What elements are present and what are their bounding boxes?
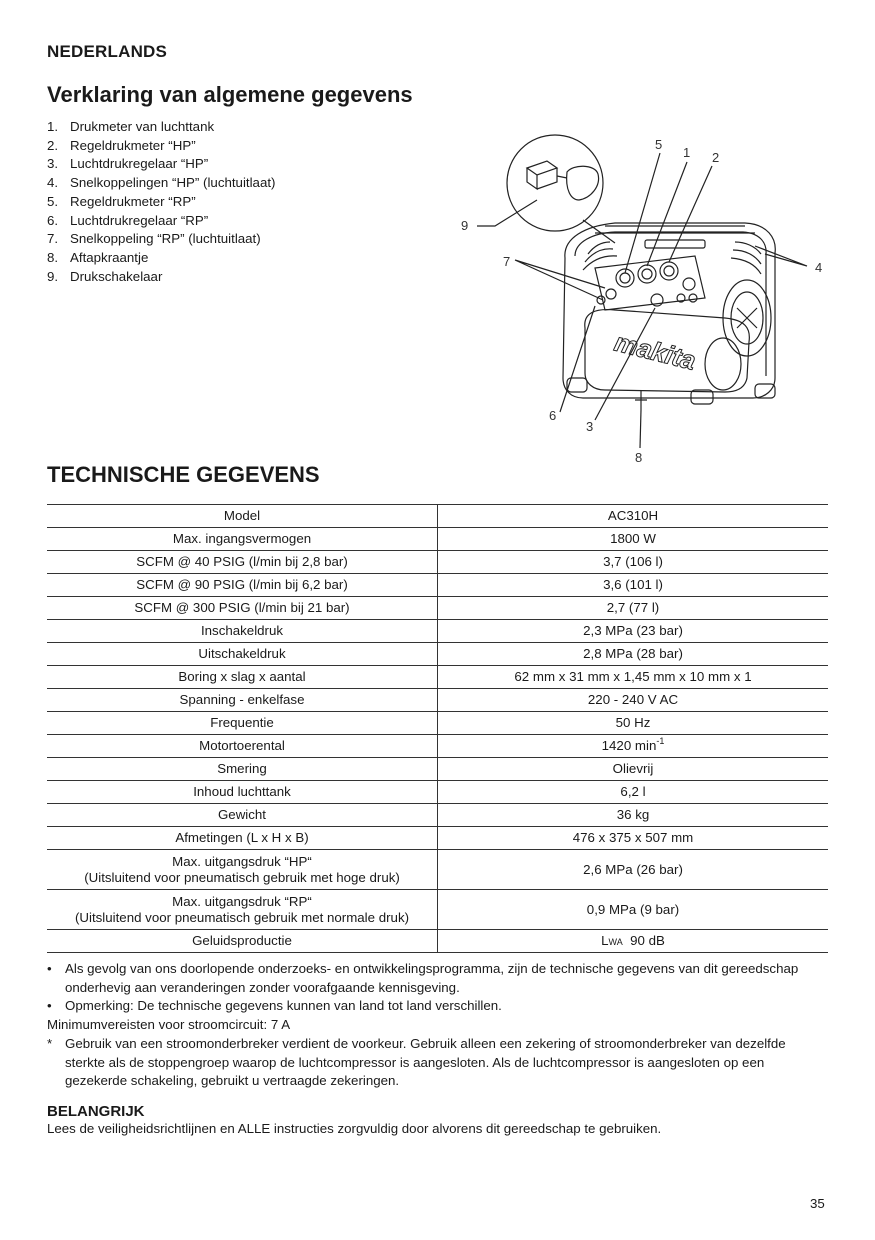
spec-value: 2,6 MPa (26 bar) [438, 850, 829, 890]
callout-6: 6 [549, 408, 557, 423]
spec-label: Geluidsproductie [47, 930, 438, 953]
spec-label: SCFM @ 90 PSIG (l/min bij 6,2 bar) [47, 574, 438, 597]
list-item [47, 268, 275, 287]
table-row [47, 758, 828, 781]
callout-4: 4 [815, 260, 823, 275]
list-item-number: 8. [47, 249, 59, 265]
compressor-illustration [455, 128, 835, 468]
spec-value: 220 - 240 V AC [438, 689, 829, 712]
spec-label: Gewicht [47, 804, 438, 827]
table-row [47, 528, 828, 551]
spec-label: SCFM @ 40 PSIG (l/min bij 2,8 bar) [47, 551, 438, 574]
spec-value: 50 Hz [438, 712, 829, 735]
callout-1: 1 [683, 145, 691, 160]
list-item [47, 155, 275, 174]
list-item-label: Luchtdrukregelaar “RP” [70, 212, 209, 228]
spec-value: 2,8 MPa (28 bar) [438, 643, 829, 666]
list-item-number: 6. [47, 212, 59, 228]
sound-level-symbol: L [601, 932, 609, 948]
list-item-number: 1. [47, 119, 59, 134]
important-title: BELANGRIJK [47, 1103, 145, 1120]
callout-2: 2 [712, 150, 720, 165]
spec-label: Afmetingen (L x H x B) [47, 827, 438, 850]
general-title: Verklaring van algemene gegevens [47, 82, 413, 107]
spec-label: Max. ingangsvermogen [47, 528, 438, 551]
list-item-number: 5. [47, 193, 59, 209]
list-item [47, 212, 275, 231]
list-item-label: Drukschakelaar [70, 268, 163, 284]
spec-label [47, 850, 438, 890]
list-item-label: Snelkoppelingen “HP” (luchtuitlaat) [70, 175, 276, 191]
spec-value [438, 735, 829, 758]
spec-label: Spanning - enkelfase [47, 689, 438, 712]
spec-label: Smering [47, 758, 438, 781]
spec-label: Inschakeldruk [47, 620, 438, 643]
min-requirement: Minimumvereisten voor stroomcircuit: 7 A [47, 1017, 291, 1033]
spec-label: SCFM @ 300 PSIG (l/min bij 21 bar) [47, 597, 438, 620]
callout-8: 8 [635, 450, 643, 465]
bullet-mark: • [47, 961, 52, 976]
sound-level-value: 90 dB [630, 932, 665, 948]
star-note-text: Gebruik van een stroomonderbreker verdient de voorkeur. Gebruik alleen een zekering of stroomonderbreker van dezelfde sterkte als de stoppengroep waarop de luchtcompressor is aangesloten. Als de luchtcompressor is aangesloten op een gezekerde schakeling, gebruikt u vertraagde zekeringen. [65, 1035, 786, 1089]
specs-table [47, 504, 828, 953]
spec-label: Motortoerental [47, 735, 438, 758]
list-item [47, 230, 275, 249]
table-row [47, 804, 828, 827]
spec-label: Inhoud luchttank [47, 781, 438, 804]
table-row [47, 735, 828, 758]
table-row [47, 890, 828, 930]
pressure-switch-icon [527, 161, 599, 200]
specs-title: TECHNISCHE GEGEVENS [47, 462, 320, 487]
spec-value [438, 930, 829, 953]
note-text: Als gevolg van ons doorlopende onderzoeks- en ontwikkelingsprogramma, zijn de technische gegevens van dit gereedschap onderhevig aan veranderingen zonder voorafgaande kennisgeving. [65, 961, 799, 995]
list-item [47, 137, 275, 156]
table-row [47, 850, 828, 890]
note-bullet [47, 960, 828, 997]
spec-value: 0,9 MPa (9 bar) [438, 890, 829, 930]
important-text: Lees de veiligheidsrichtlijnen en ALLE instructies zorgvuldig door alvorens dit gereedschap te gebruiken. [47, 1121, 662, 1136]
brand-logo: makita [611, 326, 699, 376]
notes-section [47, 960, 828, 1091]
table-row [47, 827, 828, 850]
list-item-number: 9. [47, 268, 59, 284]
table-row [47, 574, 828, 597]
callout-7: 7 [503, 254, 511, 269]
table-row [47, 620, 828, 643]
list-item [47, 118, 275, 137]
list-item [47, 193, 275, 212]
table-row [47, 666, 828, 689]
spec-value: 3,6 (101 l) [438, 574, 829, 597]
list-item-label: Drukmeter van luchttank [70, 119, 215, 134]
callout-3: 3 [586, 419, 594, 434]
compressor-frame [563, 223, 775, 410]
list-item-label: Luchtdrukregelaar “HP” [70, 156, 209, 172]
note-text: Opmerking: De technische gegevens kunnen van land tot land verschillen. [65, 998, 502, 1014]
parts-list [47, 118, 275, 286]
page-number: 35 [810, 1196, 825, 1211]
star-mark: * [47, 1035, 53, 1051]
list-item-label: Regeldrukmeter “RP” [70, 193, 196, 209]
spec-value: 3,7 (106 l) [438, 551, 829, 574]
language-heading: NEDERLANDS [47, 42, 168, 61]
table-row [47, 505, 828, 528]
spec-value: Olievrij [438, 758, 829, 781]
spec-value: 2,3 MPa (23 bar) [438, 620, 829, 643]
list-item-number: 3. [47, 156, 59, 172]
spec-label: Frequentie [47, 712, 438, 735]
spec-value: 2,7 (77 l) [438, 597, 829, 620]
table-row [47, 689, 828, 712]
spec-value: 36 kg [438, 804, 829, 827]
spec-value: 6,2 l [438, 781, 829, 804]
table-row [47, 930, 828, 953]
note-bullet [47, 997, 828, 1016]
table-row [47, 781, 828, 804]
spec-value: 62 mm x 31 mm x 1,45 mm x 10 mm x 1 [438, 666, 829, 689]
bullet-mark: • [47, 998, 52, 1014]
spec-label: Model [47, 505, 438, 528]
list-item [47, 174, 275, 193]
list-item-number: 2. [47, 137, 59, 153]
list-item-label: Snelkoppeling “RP” (luchtuitlaat) [70, 231, 261, 247]
table-row [47, 551, 828, 574]
list-item-number: 7. [47, 231, 59, 247]
spec-value: 1800 W [438, 528, 829, 551]
spec-value: 476 x 375 x 507 mm [438, 827, 829, 850]
star-note [47, 1035, 828, 1091]
callout-9: 9 [461, 218, 469, 233]
spec-label-line2: (Uitsluitend voor pneumatisch gebruik met normale druk) [74, 909, 410, 925]
sound-level-subscript: WA [608, 936, 623, 947]
spec-label-line1: Max. uitgangsdruk “RP“ [172, 893, 312, 909]
table-row [47, 597, 828, 620]
list-item-label: Aftapkraantje [70, 249, 149, 265]
table-row [47, 643, 828, 666]
list-item-number: 4. [47, 175, 59, 191]
spec-label: Boring x slag x aantal [47, 666, 438, 689]
spec-value-exponent: -1 [656, 736, 665, 746]
list-item [47, 249, 275, 268]
spec-value-number: 1420 min [601, 738, 657, 753]
list-item-label: Regeldrukmeter “HP” [70, 137, 196, 153]
table-row [47, 712, 828, 735]
spec-label: Uitschakeldruk [47, 643, 438, 666]
callout-5: 5 [655, 137, 663, 152]
spec-label [47, 890, 438, 930]
spec-label-line2: (Uitsluitend voor pneumatisch gebruik met hoge druk) [84, 869, 400, 885]
spec-value: AC310H [438, 505, 829, 528]
spec-label-line1: Max. uitgangsdruk “HP“ [172, 853, 312, 869]
